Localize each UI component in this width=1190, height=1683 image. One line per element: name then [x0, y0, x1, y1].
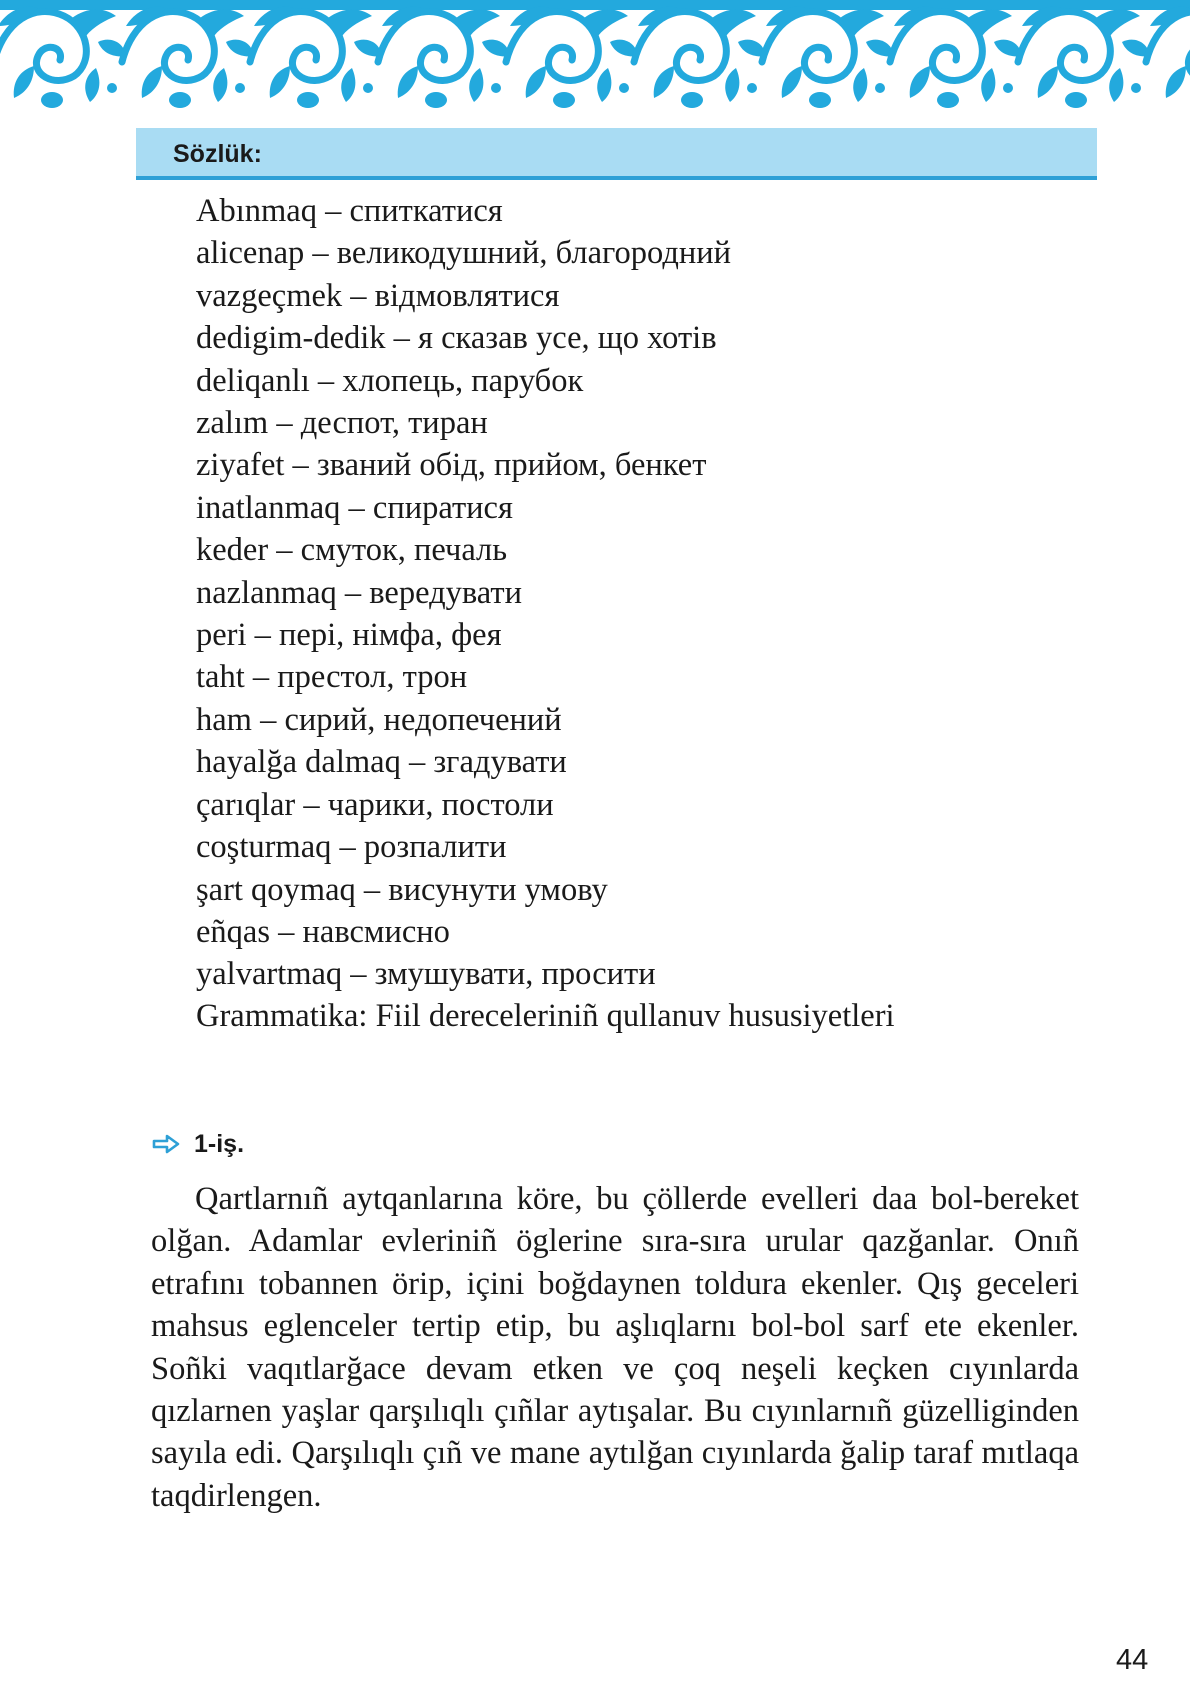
- vocabulary-entry: şart qoymaq – висунути умову: [196, 871, 608, 908]
- vocabulary-header: [136, 128, 1097, 180]
- vocabulary-entry: Abınmaq – спиткатися: [196, 193, 503, 229]
- vocabulary-entry: deliqanlı – хлопець, парубок: [196, 362, 584, 399]
- exercise-heading: [152, 1127, 244, 1161]
- vocabulary-entry: alicenap – великодушний, благородний: [196, 235, 732, 272]
- vocabulary-title: Sözlük:: [173, 140, 262, 168]
- grammar-topic: Grammatika: Fiil dereceleriniñ qullanuv hususiyetleri: [196, 998, 895, 1034]
- vocabulary-entry: hayalğa dalmaq – згадувати: [196, 744, 567, 781]
- arrow-right-icon: [152, 1134, 180, 1154]
- vocabulary-entry: nazlanmaq – вередувати: [196, 574, 522, 611]
- exercise-paragraph: Qartlarnıñ aytqanlarına köre, bu çöllerde evelleri daa bol-bereket olğan. Adamlar evleriniñ öglerine sıra-sıra urular qazğanlar. Onıñ etrafını tobannen örip, içini boğdaynen toldura ekenler. Qış geceleri mahsus eglenceler tertip etip, bu aşlıqlarnı bol-bol sarf ete ekenler. Soñki vaqıtlarğace devam etken ve çoq neşeli keçken cıyınlarda qızlarnen yaşlar qarşılıqlı çıñlar aytışalar. Bu cıyınlarnıñ güzelliginden sayıla edi. Qarşılıqlı çıñ ve mane aytılğan cıyınlarda ğalip taraf mıtlaqa taqdirlengen.: [151, 1181, 1079, 1514]
- vocabulary-entry: coşturmaq – розпалити: [196, 829, 507, 866]
- floral-ornament-border: [0, 0, 1190, 108]
- vocabulary-entry: inatlanmaq – спиратися: [196, 489, 513, 526]
- vocabulary-entry: peri – пері, німфа, фея: [196, 617, 502, 654]
- vocabulary-entry: çarıqlar – чарики, постоли: [196, 786, 554, 823]
- vocabulary-entry: zalım – деспот, тиран: [196, 405, 488, 442]
- vocabulary-entry: keder – смуток, печаль: [196, 532, 508, 569]
- vocabulary-entry: ham – сирий, недопечений: [196, 701, 562, 738]
- vocabulary-entry: dedigim-dedik – я сказав усе, що хотів: [196, 320, 717, 357]
- vocabulary-entry: eñqas – навсмисно: [196, 913, 450, 950]
- vocabulary-list: [196, 190, 731, 996]
- vocabulary-entry: vazgeçmek – відмовлятися: [196, 277, 560, 314]
- vocabulary-entry: yalvartmaq – змушувати, просити: [196, 956, 656, 993]
- exercise-label: 1-iş.: [194, 1129, 245, 1158]
- vocabulary-entry: ziyafet – званий обід, прийом, бенкет: [196, 447, 707, 484]
- page-number: 44: [1116, 1644, 1149, 1676]
- vocabulary-entry: taht – престол, трон: [196, 659, 468, 696]
